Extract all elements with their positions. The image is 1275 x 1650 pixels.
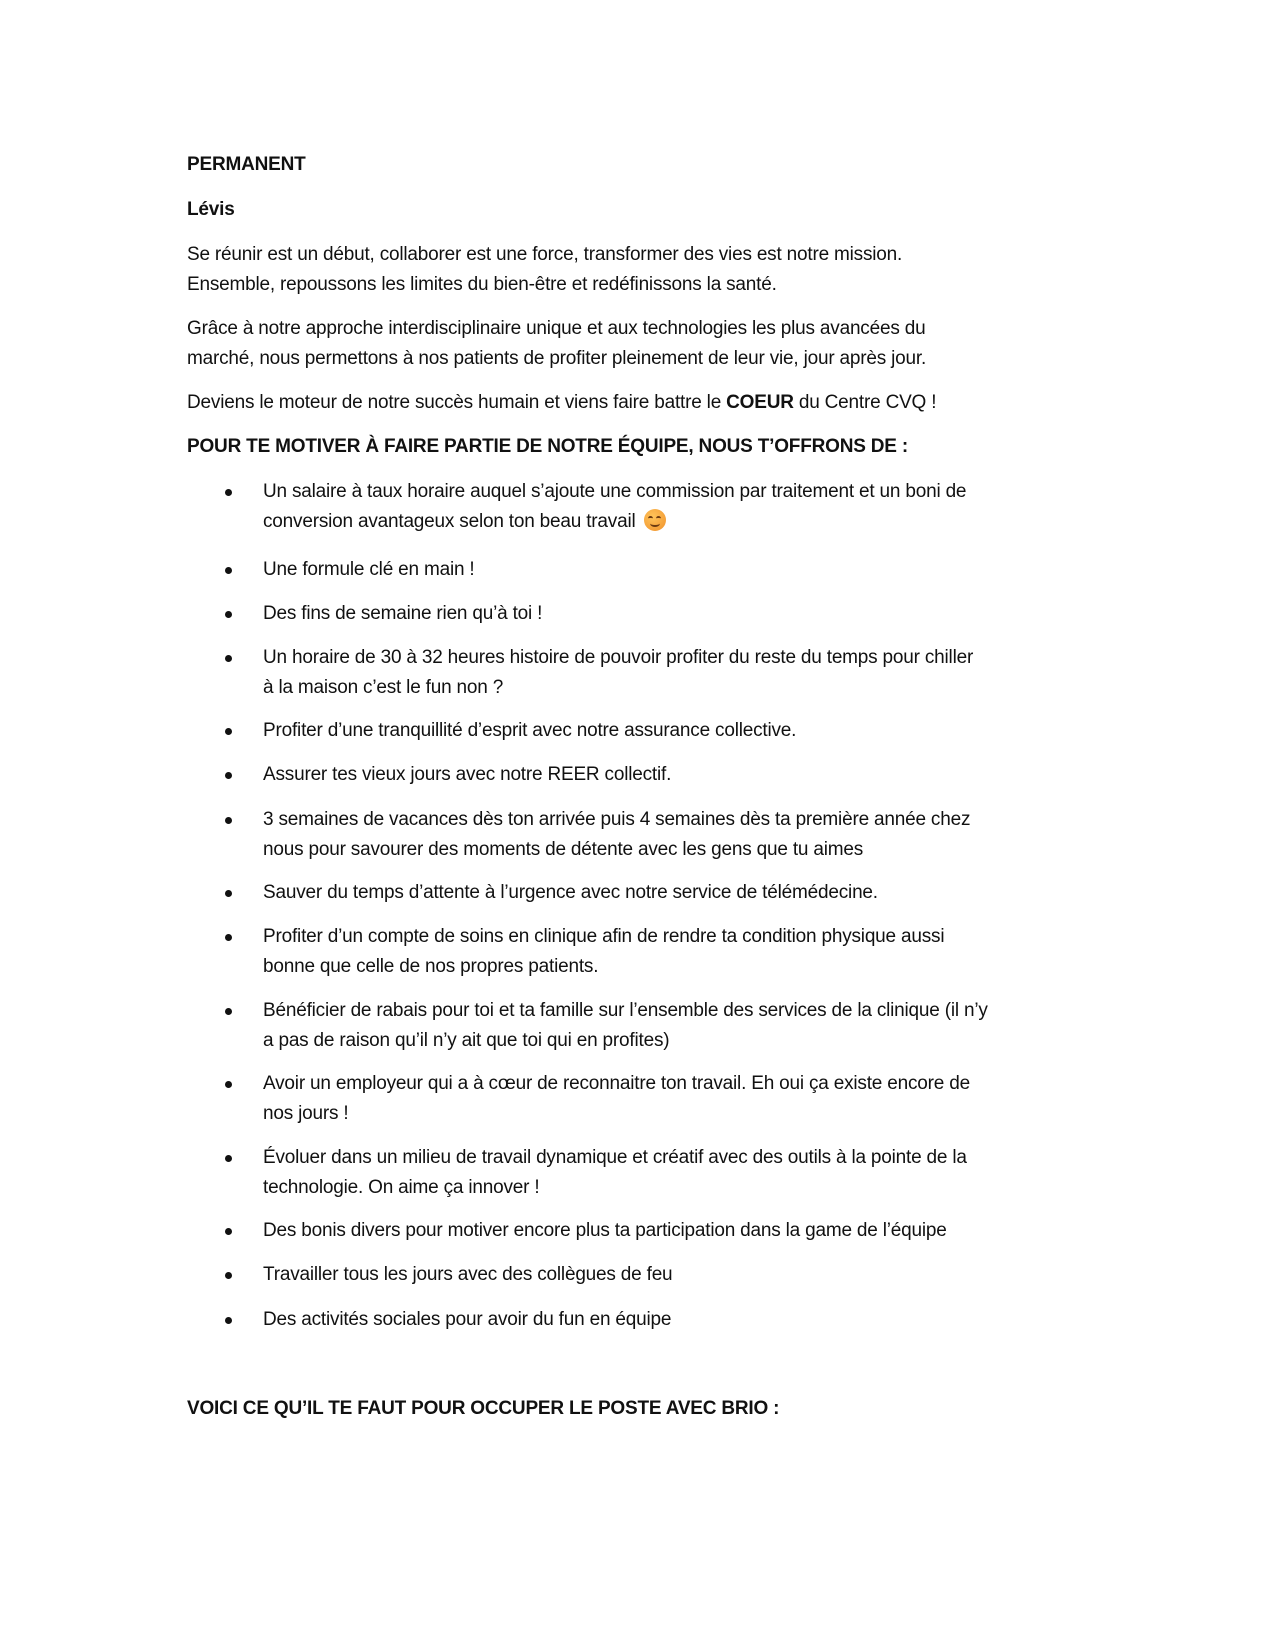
bullet-icon <box>225 1081 232 1088</box>
list-item-line-with-emoji <box>263 507 966 537</box>
bullet-icon <box>225 728 232 735</box>
location-heading: Lévis <box>187 199 235 220</box>
list-item-line: Travailler tous les jours avec des collègues de feu <box>263 1264 673 1285</box>
list-item-line: Des activités sociales pour avoir du fun en équipe <box>263 1309 672 1330</box>
list-item-line: Des fins de semaine rien qu’à toi ! <box>263 603 543 624</box>
list-item-line: Des bonis divers pour motiver encore plus ta participation dans la game de l’équipe <box>263 1220 947 1241</box>
intro-paragraph-line: marché, nous permettons à nos patients de profiter pleinement de leur vie, jour après jour. <box>187 348 927 369</box>
list-item-line: à la maison c’est le fun non ? <box>263 677 504 698</box>
list-item-line: Profiter d’une tranquillité d’esprit avec notre assurance collective. <box>263 720 797 741</box>
motto-text-after: du Centre CVQ ! <box>793 392 937 413</box>
list-item-line: nous pour savourer des moments de détente avec les gens que tu aimes <box>263 839 864 860</box>
bullet-icon <box>225 655 232 662</box>
list-item-line: Une formule clé en main ! <box>263 559 475 580</box>
list-item-line: Sauver du temps d’attente à l’urgence avec notre service de télémédecine. <box>263 882 878 903</box>
intro-paragraph-line: Grâce à notre approche interdisciplinaire unique et aux technologies les plus avancées du <box>187 318 926 339</box>
motto-paragraph <box>187 388 936 418</box>
bullet-icon <box>225 489 232 496</box>
bullet-icon <box>225 1008 232 1015</box>
list-item-line: Évoluer dans un milieu de travail dynamique et créatif avec des outils à la pointe de la <box>263 1147 967 1168</box>
list-item-line: conversion avantageux selon ton beau travail <box>263 511 636 532</box>
intro-paragraph-line: Ensemble, repoussons les limites du bien-être et redéfinissons la santé. <box>187 274 777 295</box>
list-item-line: nos jours ! <box>263 1103 349 1124</box>
list-item-line: technologie. On aime ça innover ! <box>263 1177 540 1198</box>
bullet-icon <box>225 567 232 574</box>
list-item-line: Avoir un employeur qui a à cœur de reconnaitre ton travail. Eh oui ça existe encore de <box>263 1073 970 1094</box>
bullet-icon <box>225 611 232 618</box>
list-item-line: Bénéficier de rabais pour toi et ta famille sur l’ensemble des services de la clinique (il n’y <box>263 1000 988 1021</box>
bullet-icon <box>225 1317 232 1324</box>
bullet-icon <box>225 934 232 941</box>
intro-paragraph-line: Se réunir est un début, collaborer est une force, transformer des vies est notre mission. <box>187 244 903 265</box>
requirements-heading: VOICI CE QU’IL TE FAUT POUR OCCUPER LE POSTE AVEC BRIO : <box>187 1398 780 1419</box>
bullet-icon <box>225 1228 232 1235</box>
job-type-heading: PERMANENT <box>187 154 306 175</box>
bullet-icon <box>225 772 232 779</box>
list-item-line: a pas de raison qu’il n’y ait que toi qui en profites) <box>263 1030 670 1051</box>
intro-paragraph-2 <box>187 314 926 374</box>
list-item-line: Profiter d’un compte de soins en clinique afin de rendre ta condition physique aussi <box>263 926 945 947</box>
smiling-face-icon <box>644 509 666 531</box>
offer-heading: POUR TE MOTIVER À FAIRE PARTIE DE NOTRE ÉQUIPE, NOUS T’OFFRONS DE : <box>187 436 908 457</box>
list-item-line: Un salaire à taux horaire auquel s’ajoute une commission par traitement et un boni de <box>263 481 967 502</box>
bullet-icon <box>225 817 232 824</box>
list-item-line: bonne que celle de nos propres patients. <box>263 956 599 977</box>
list-item-line: Un horaire de 30 à 32 heures histoire de pouvoir profiter du reste du temps pour chiller <box>263 647 974 668</box>
bullet-icon <box>225 890 232 897</box>
motto-emphasis: COEUR <box>726 392 794 413</box>
intro-paragraph-1 <box>187 240 902 300</box>
motto-text-before: Deviens le moteur de notre succès humain et viens faire battre le <box>187 392 727 413</box>
list-item-line: 3 semaines de vacances dès ton arrivée puis 4 semaines dès ta première année chez <box>263 809 971 830</box>
list-item-line: Assurer tes vieux jours avec notre REER collectif. <box>263 764 672 785</box>
bullet-icon <box>225 1155 232 1162</box>
bullet-icon <box>225 1272 232 1279</box>
